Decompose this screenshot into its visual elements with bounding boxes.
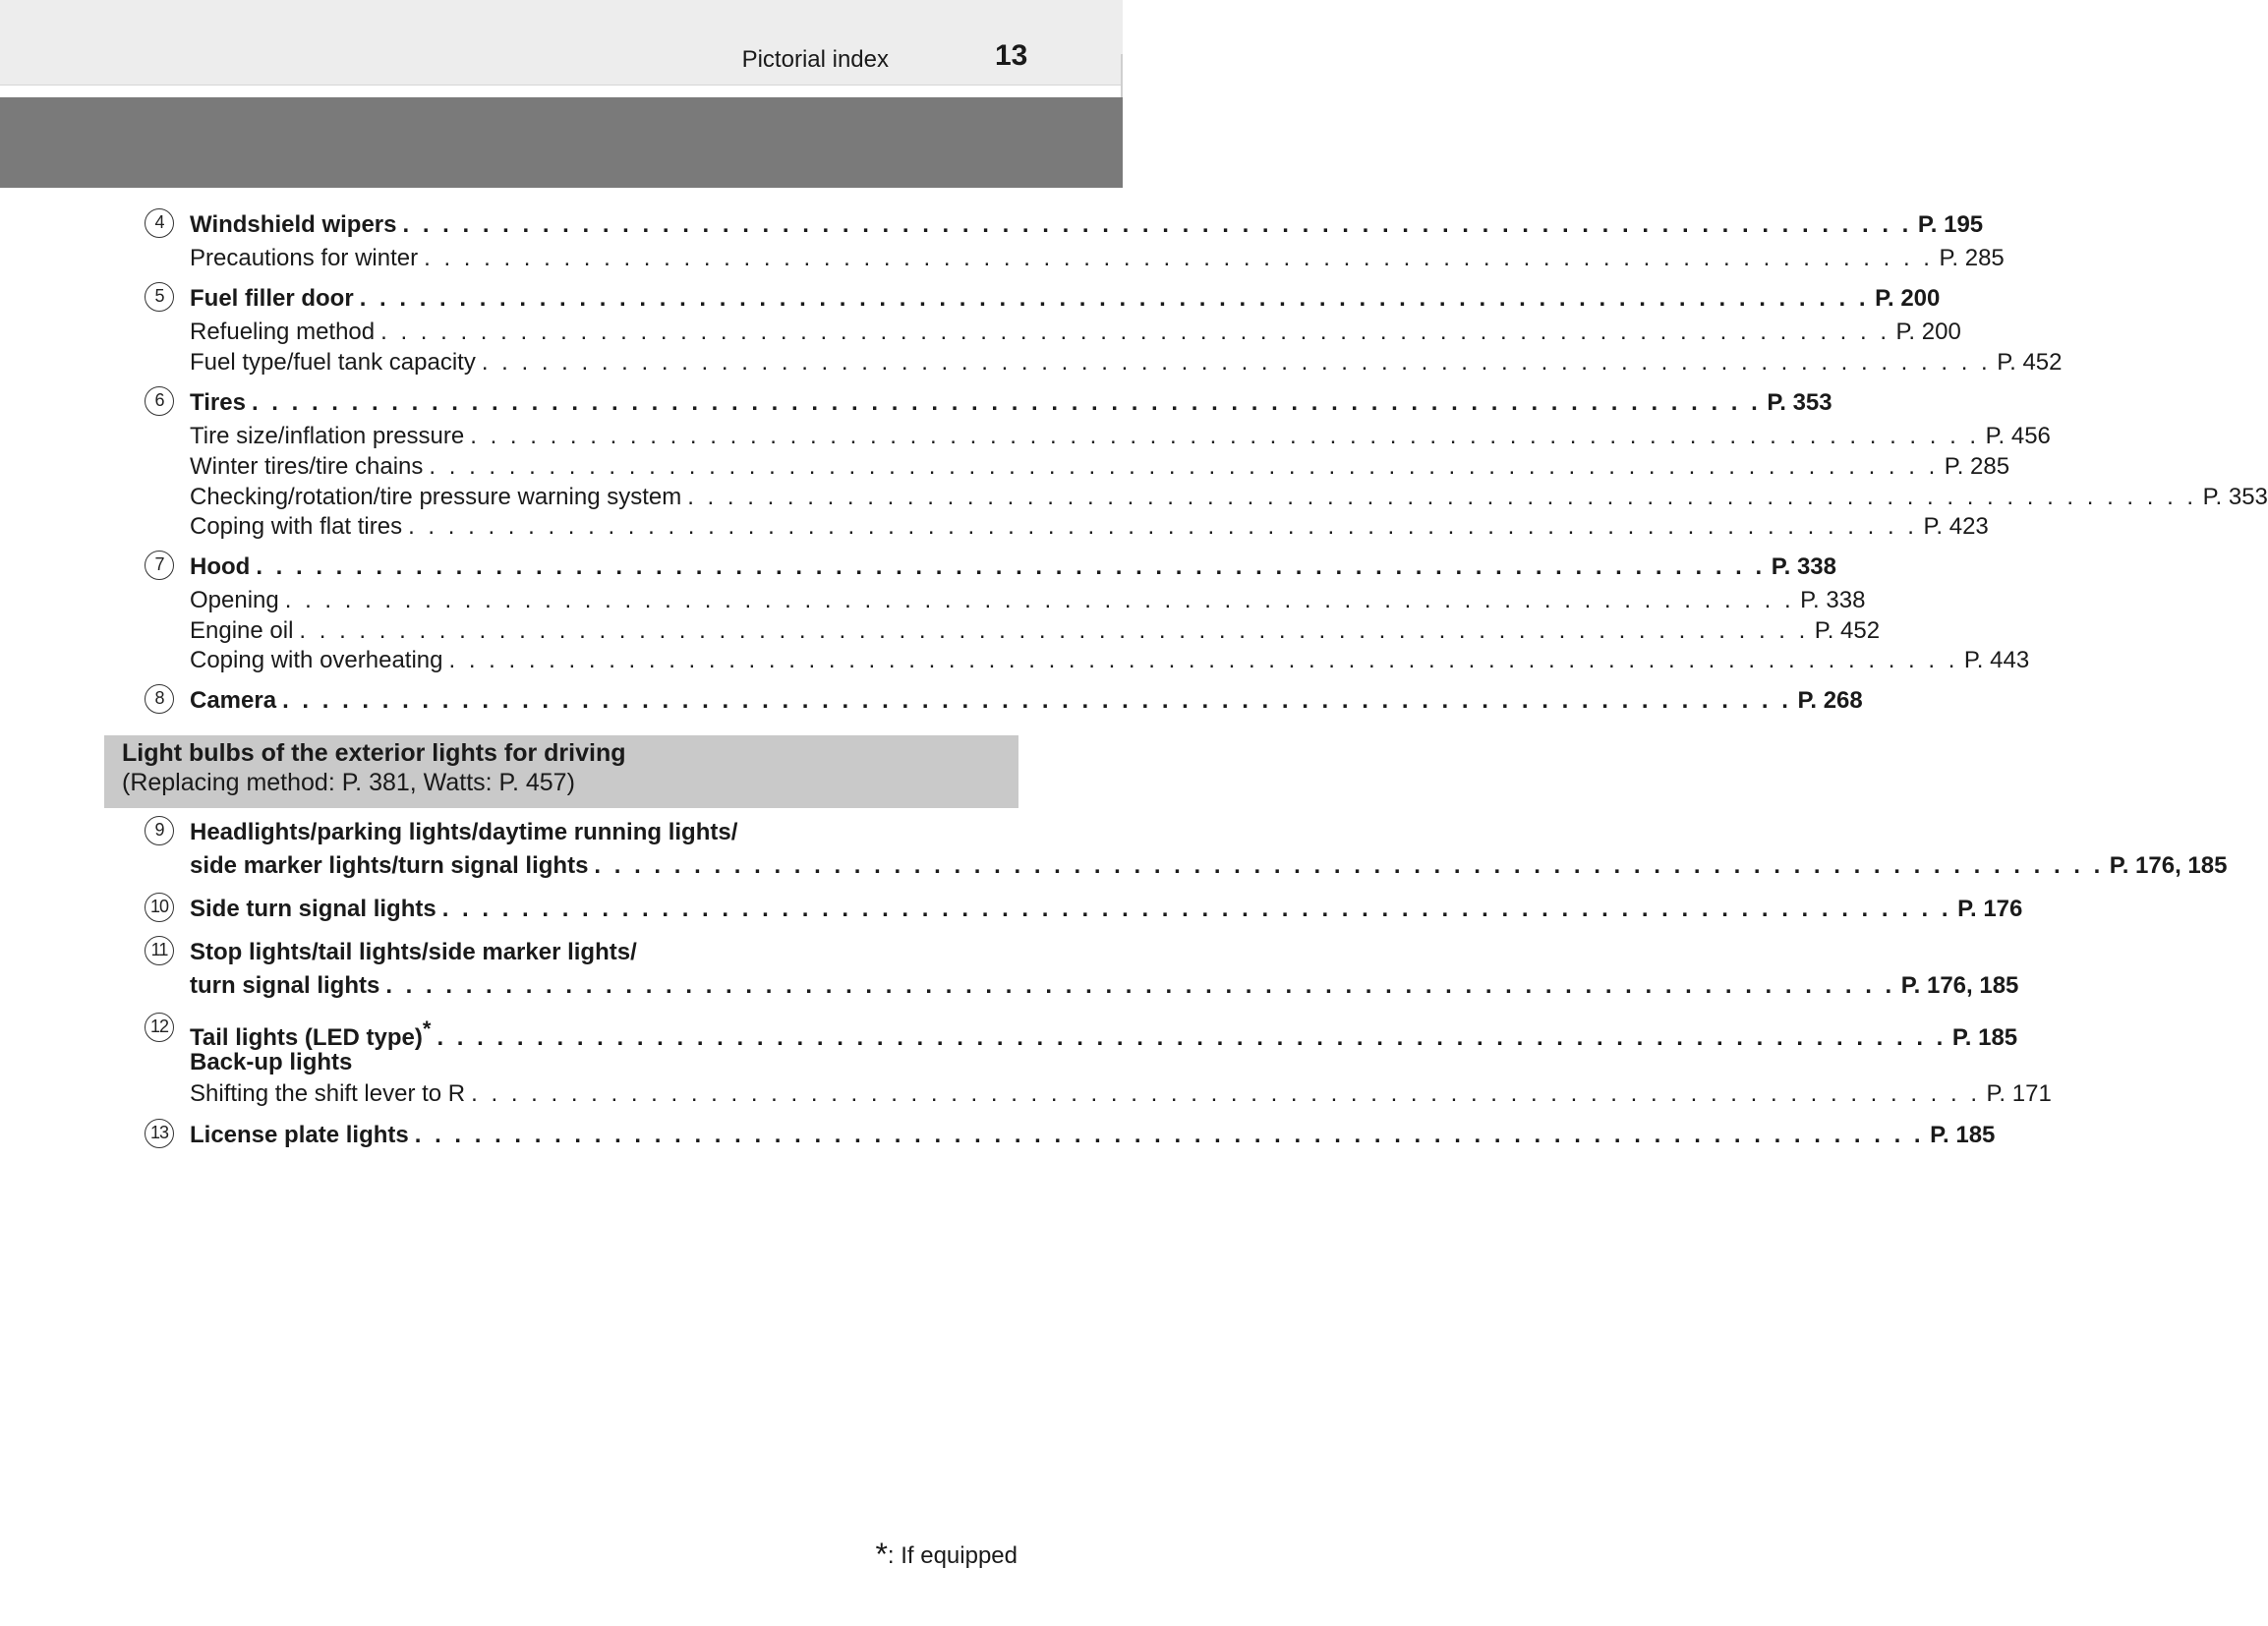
leader-dots: . . . . . . . . . . . . . . . . . . . . . . . . . . . . . . . . . . . . . . . . . . . . . . . . . . . . . . . . . . . . . . . . . . . . . . . . . . . . bbox=[429, 453, 1939, 480]
page-ref: P. 285 bbox=[1944, 453, 2010, 480]
item-number-badge: 4 bbox=[145, 208, 174, 238]
item-number-badge: 10 bbox=[145, 893, 174, 922]
entry-label: Tire size/inflation pressure bbox=[190, 423, 465, 449]
page-ref: P. 176, 185 bbox=[1900, 972, 2019, 999]
leader-dots: . . . . . . . . . . . . . . . . . . . . . . . . . . . . . . . . . . . . . . . . . . . . . . . . . . . . . . . . . . . . . . . . . . . . . . . . . . . . bbox=[251, 389, 1762, 416]
leader-dots: . . . . . . . . . . . . . . . . . . . . . . . . . . . . . . . . . . . . . . . . . . . . . . . . . . . . . . . . . . . . . . . . . . . . . . . . . . . . bbox=[256, 553, 1766, 580]
page-ref: P. 285 bbox=[1939, 245, 2005, 271]
index-subentry bbox=[190, 482, 2268, 513]
entry-label: turn signal lights bbox=[190, 972, 380, 999]
index-subentry bbox=[190, 511, 1989, 543]
entry-label: Fuel filler door bbox=[190, 285, 354, 312]
index-subentry bbox=[190, 645, 2030, 676]
index-subentry bbox=[190, 1078, 2052, 1110]
entry-label: License plate lights bbox=[190, 1122, 409, 1148]
entry-label: Tires bbox=[190, 389, 246, 416]
entry-label: Coping with flat tires bbox=[190, 513, 403, 540]
leader-dots: . . . . . . . . . . . . . . . . . . . . . . . . . . . . . . . . . . . . . . . . . . . . . . . . . . . . . . . . . . . . . . . . . . . . . . . . . . . . bbox=[402, 211, 1912, 238]
header-bar bbox=[0, 97, 1123, 188]
entry-label: Engine oil bbox=[190, 617, 294, 644]
leader-dots: . . . . . . . . . . . . . . . . . . . . . . . . . . . . . . . . . . . . . . . . . . . . . . . . . . . . . . . . . . . . . . . . . . . . . . . . . . . . bbox=[436, 1024, 1947, 1051]
leader-dots: . . . . . . . . . . . . . . . . . . . . . . . . . . . . . . . . . . . . . . . . . . . . . . . . . . . . . . . . . . . . . . . . . . . . . . . . . . . . bbox=[471, 1080, 1981, 1107]
page-ref: P. 268 bbox=[1797, 687, 1863, 714]
index-subentry bbox=[190, 421, 2051, 452]
item-number-badge: 8 bbox=[145, 684, 174, 714]
entry-label-line2: Back-up lights bbox=[190, 1049, 353, 1075]
index-subentry bbox=[190, 451, 2010, 483]
leader-dots: . . . . . . . . . . . . . . . . . . . . . . . . . . . . . . . . . . . . . . . . . . . . . . . . . . . . . . . . . . . . . . . . . . . . . . . . . . . . bbox=[284, 587, 1795, 613]
footnote-asterisk: * bbox=[875, 1537, 888, 1572]
leader-dots: . . . . . . . . . . . . . . . . . . . . . . . . . . . . . . . . . . . . . . . . . . . . . . . . . . . . . . . . . . . . . . . . . . . . . . . . . . . . bbox=[481, 349, 1992, 376]
page-ref: P. 353 bbox=[1767, 389, 1832, 416]
index-entry bbox=[190, 552, 1836, 583]
index-entry bbox=[190, 850, 2228, 882]
page-ref: P. 200 bbox=[1875, 285, 1941, 312]
item-number-badge: 6 bbox=[145, 386, 174, 416]
item-number-badge: 7 bbox=[145, 551, 174, 580]
section-title: Light bulbs of the exterior lights for driving bbox=[122, 739, 626, 767]
page-ref: P. 423 bbox=[1923, 513, 1989, 540]
index-entry bbox=[190, 1120, 1996, 1151]
entry-label: Checking/rotation/tire pressure warning system bbox=[190, 484, 682, 510]
item-number-badge: 11 bbox=[145, 936, 174, 965]
index-subentry bbox=[190, 243, 2005, 274]
item-number-badge: 12 bbox=[145, 1013, 174, 1042]
leader-dots: . . . . . . . . . . . . . . . . . . . . . . . . . . . . . . . . . . . . . . . . . . . . . . . . . . . . . . . . . . . . . . . . . . . . . . . . . . . . bbox=[359, 285, 1870, 312]
leader-dots: . . . . . . . . . . . . . . . . . . . . . . . . . . . . . . . . . . . . . . . . . . . . . . . . . . . . . . . . . . . . . . . . . . . . . . . . . . . . bbox=[448, 647, 1958, 673]
asterisk-marker: * bbox=[422, 1016, 432, 1041]
leader-dots: . . . . . . . . . . . . . . . . . . . . . . . . . . . . . . . . . . . . . . . . . . . . . . . . . . . . . . . . . . . . . . . . . . . . . . . . . . . . bbox=[470, 423, 1980, 449]
page-ref: P. 185 bbox=[1951, 1024, 2018, 1051]
page-ref: P. 353 bbox=[2202, 484, 2268, 510]
index-entry bbox=[190, 894, 2023, 925]
index-entry bbox=[190, 387, 1832, 419]
page-ref: P. 176 bbox=[1957, 896, 2023, 922]
page-ref: P. 176, 185 bbox=[2109, 852, 2228, 879]
leader-dots: . . . . . . . . . . . . . . . . . . . . . . . . . . . . . . . . . . . . . . . . . . . . . . . . . . . . . . . . . . . . . . . . . . . . . . . . . . . . bbox=[594, 852, 2104, 879]
section-subtitle: (Replacing method: P. 381, Watts: P. 457) bbox=[122, 769, 575, 796]
page-ref: P. 200 bbox=[1895, 319, 1961, 345]
index-entry bbox=[190, 283, 1941, 315]
header-divider bbox=[1121, 54, 1123, 99]
entry-label: Side turn signal lights bbox=[190, 896, 436, 922]
leader-dots: . . . . . . . . . . . . . . . . . . . . . . . . . . . . . . . . . . . . . . . . . . . . . . . . . . . . . . . . . . . . . . . . . . . . . . . . . . . . bbox=[282, 687, 1792, 714]
page-ref: P. 195 bbox=[1917, 211, 1984, 238]
leader-dots: . . . . . . . . . . . . . . . . . . . . . . . . . . . . . . . . . . . . . . . . . . . . . . . . . . . . . . . . . . . . . . . . . . . . . . . . . . . . bbox=[424, 245, 1934, 271]
entry-label: Winter tires/tire chains bbox=[190, 453, 424, 480]
leader-dots: . . . . . . . . . . . . . . . . . . . . . . . . . . . . . . . . . . . . . . . . . . . . . . . . . . . . . . . . . . . . . . . . . . . . . . . . . . . . bbox=[380, 319, 1890, 345]
entry-label: Windshield wipers bbox=[190, 211, 397, 238]
leader-dots: . . . . . . . . . . . . . . . . . . . . . . . . . . . . . . . . . . . . . . . . . . . . . . . . . . . . . . . . . . . . . . . . . . . . . . . . . . . . bbox=[414, 1122, 1925, 1148]
leader-dots: . . . . . . . . . . . . . . . . . . . . . . . . . . . . . . . . . . . . . . . . . . . . . . . . . . . . . . . . . . . . . . . . . . . . . . . . . . . . bbox=[687, 484, 2197, 510]
index-subentry bbox=[190, 317, 1961, 348]
header-title: Pictorial index bbox=[741, 46, 889, 73]
item-number-badge: 9 bbox=[145, 816, 174, 845]
page-ref: P. 452 bbox=[1814, 617, 1881, 644]
entry-label: Camera bbox=[190, 687, 277, 714]
page-ref: P. 171 bbox=[1986, 1080, 2052, 1107]
item-number-badge: 5 bbox=[145, 282, 174, 312]
footnote-text: : If equipped bbox=[887, 1542, 1018, 1569]
page-ref: P. 185 bbox=[1930, 1122, 1996, 1148]
entry-label: side marker lights/turn signal lights bbox=[190, 852, 589, 879]
entry-label: Refueling method bbox=[190, 319, 376, 345]
leader-dots: . . . . . . . . . . . . . . . . . . . . . . . . . . . . . . . . . . . . . . . . . . . . . . . . . . . . . . . . . . . . . . . . . . . . . . . . . . . . bbox=[408, 513, 1918, 540]
entry-label: Hood bbox=[190, 553, 251, 580]
entry-label: Precautions for winter bbox=[190, 245, 419, 271]
item-number-badge: 13 bbox=[145, 1119, 174, 1148]
index-entry bbox=[190, 1014, 2018, 1051]
leader-dots: . . . . . . . . . . . . . . . . . . . . . . . . . . . . . . . . . . . . . . . . . . . . . . . . . . . . . . . . . . . . . . . . . . . . . . . . . . . . bbox=[441, 896, 1952, 922]
entry-label: Coping with overheating bbox=[190, 647, 443, 673]
page-ref: P. 338 bbox=[1771, 553, 1836, 580]
leader-dots: . . . . . . . . . . . . . . . . . . . . . . . . . . . . . . . . . . . . . . . . . . . . . . . . . . . . . . . . . . . . . . . . . . . . . . . . . . . . bbox=[385, 972, 1895, 999]
page-ref: P. 456 bbox=[1985, 423, 2051, 449]
footnote bbox=[875, 1539, 1018, 1572]
index-subentry bbox=[190, 347, 2063, 378]
page-ref: P. 443 bbox=[1963, 647, 2030, 673]
page-header bbox=[0, 0, 1123, 86]
page-ref: P. 452 bbox=[1997, 349, 2063, 376]
entry-label-text: Tail lights (LED type) bbox=[190, 1024, 423, 1051]
page-ref: P. 338 bbox=[1800, 587, 1866, 613]
entry-label: Opening bbox=[190, 587, 279, 613]
index-entry bbox=[190, 685, 1863, 717]
index-subentry bbox=[190, 615, 1881, 647]
index-subentry bbox=[190, 585, 1866, 616]
entry-label: Fuel type/fuel tank capacity bbox=[190, 349, 476, 376]
leader-dots: . . . . . . . . . . . . . . . . . . . . . . . . . . . . . . . . . . . . . . . . . . . . . . . . . . . . . . . . . . . . . . . . . . . . . . . . . . . . bbox=[299, 617, 1809, 644]
section-header-box bbox=[104, 735, 1018, 808]
entry-label: Shifting the shift lever to R bbox=[190, 1080, 466, 1107]
entry-label-line1: Headlights/parking lights/daytime running lights/ bbox=[190, 819, 738, 845]
index-entry bbox=[190, 209, 1984, 241]
entry-label-line1: Stop lights/tail lights/side marker lights/ bbox=[190, 939, 637, 965]
page-number: 13 bbox=[995, 39, 1028, 72]
index-entry bbox=[190, 970, 2019, 1002]
